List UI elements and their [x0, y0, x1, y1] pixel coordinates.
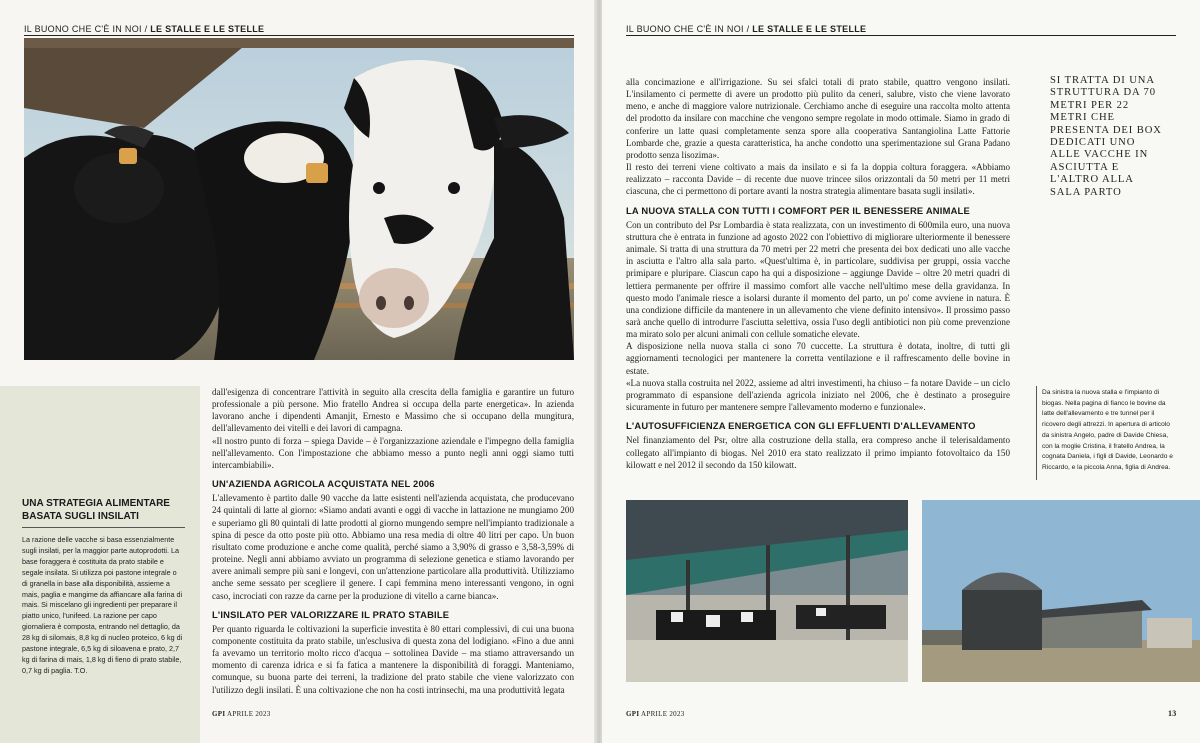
paragraph: Per quanto riguarda le coltivazioni la superficie investita è 80 ettari complessivi, di cui una buona componente costituita da prato stabile, un'esclusiva di questa zona del lodigiano. «Fino a due anni fa avevamo un territorio molto ricco d'acqua – sottolinea Davide – ma stiamo attraversando un momento di carenza idrica e si fa fatica a mantenere la disponibilità di foraggi. Manteniamo, comunque, su buona parte dei terreni, la tradizione del prato stabile che viene valorizzato con l'utilizzo degli insilati. È una coltivazione che non ha costi intrinsechi, ma una produttività legata	[212, 623, 574, 695]
paragraph: «Il nostro punto di forza – spiega Davide – è l'organizzazione aziendale e l'impegno della famiglia nell'allevamento. Con l'impostazione che abbiamo messo a punto negli anni oggi siamo tutti intercambiabili».	[212, 435, 574, 470]
paragraph: dall'esigenza di concentrare l'attività in seguito alla crescita della famiglia e garantire un futuro professionale a più persone. Mio fratello Andrea si occupa della parte energetica». In azienda lavorano anche i dipendenti Amanjit, Ernesto e Massimo che si occupano della mungitura, dell'allevamento dei vitelli e dei lavori di campagna.	[212, 387, 574, 434]
header-rule	[626, 35, 1176, 36]
page-number: 13	[1168, 709, 1177, 718]
sidebar-rule	[22, 527, 185, 528]
folio-left: GPI APRILE 2023	[212, 710, 271, 718]
running-head-left: IL BUONO CHE C'È IN NOI / LE STALLE E LE STELLE	[24, 24, 265, 34]
section-heading: L'AUTOSUFFICIENZA ENERGETICA CON GLI EFFLUENTI D'ALLEVAMENTO	[626, 420, 976, 432]
left-page	[0, 0, 598, 743]
section-heading: UN'AZIENDA AGRICOLA ACQUISTATA NEL 2006	[212, 478, 435, 490]
section-heading: L'INSILATO PER VALORIZZARE IL PRATO STABILE	[212, 608, 450, 620]
left-body-text	[212, 386, 574, 696]
folio-right: GPI APRILE 2023	[626, 710, 685, 718]
photo-caption: Da sinistra la nuova stalla e l'impianto di biogas. Nella pagina di fianco le bovine da latte dell'allevamento e tre tunnel per il ricovero degli attrezzi. In apertura di articolo da sinistra Angelo, padre di Davide Chiesa, con la moglie Cristina, il fratello Andrea, la cognata Daniela, i figli di Davide, Leonardo e Riccardo, e la piccola Anna, figlia di Andrea.	[1042, 389, 1173, 471]
pull-quote: SI TRATTA DI UNA STRUTTURA DA 70 METRI PER 22 METRI CHE PRESENTA DEI BOX DEDICATI UNO ALLE VACCHE IN ASCIUTTA E L'ALTRO ALLA SALA PARTO	[1050, 75, 1162, 198]
paragraph: alla concimazione e all'irrigazione. Su sei sfalci totali di prato stabile, quattro vengono insilati. L'insilamento ci permette di avere un prodotto più pulito da ceneri, salubre, visto che viene lavorato meno, e anche di maggiore valore nutrizionale. Cerchiamo anche di eseguire una raccolta molto attenta del prodotto da insilare con macchine che vengono sempre regolate in modo ottimale. Siamo in grado di conferire un latte quasi completamente senza spore alla cooperativa Santangiolina Latte Fattorie Lombarde che, grazie a questa caratteristica, ha anche condotto una sperimentazione sul Grana Padano prodotto senza lisozima».	[626, 77, 1010, 160]
sidebar-title: UNA STRATEGIA ALIMENTARE BASATA SUGLI INSILATI	[22, 498, 170, 522]
section-heading: LA NUOVA STALLA CON TUTTI I COMFORT PER IL BENESSERE ANIMALE	[626, 204, 970, 216]
header-rule	[24, 35, 574, 36]
paragraph: «La nuova stalla costruita nel 2022, assieme ad altri investimenti, ha chiuso – fa notare Davide – un ciclo programmato di espansione dell'azienda agricola iniziato nel 2006, che è destinato a proseguire sicuramente in futuro per mantenere sempre l'allevamento moderno e funzionale».	[626, 377, 1010, 413]
caption-rule	[1036, 386, 1037, 480]
biogas-photo	[922, 500, 1200, 682]
sidebar-text: La razione delle vacche si basa essenzialmente sugli insilati, per la maggior parte autoprodotti. La base foraggera è costituita da prato stabile e segale insilata. Si utilizza poi pastone integrale o di granella in base alla disponibilità, assieme a mais, paglia e mangime da affiancare alla farina di mais. Si miscelano gli ingredienti per preparare il piatto unico, l'unifeed. La razione per capo giornaliera è composta, entrando nel dettaglio, da 28 kg di silomais, 8,8 kg di nucleo proteico, 6 kg di pastone integrale, 6,5 kg di siloavena e prato, 2,7 kg di farina di mais, 1,8 kg di fieno di prato stabile, 0,7 kg di paglia. T.O.	[22, 535, 183, 675]
paragraph: L'allevamento è partito dalle 90 vacche da latte esistenti nell'azienda acquistata, che producevano 24 quintali di latte al giorno: «Siamo andati avanti e oggi di vacche in lattazione ne mungiamo 200 e superiamo gli 80 quintali di latte prodotti al giorno mungendo sempre nell'impianto tradizionale a spina di pesce da otto poste più otto. Abbiamo una resa media di oltre 40 litri per capo. Un buon risultato come produzione e anche come qualità, perché siamo a 3,90% di grasso e 3,58-3,59% di proteine. Negli anni abbiamo avviato un programma di selezione genetica e stiamo lavorando per avere animali sempre più sani e longevi, con un'attenzione particolare alla produttività. Utilizziamo anche seme sessato per scegliere il genere. I capi femmina meno interessanti vengono, in ogni caso, incrociati con razze da carne per la produzione di vitello a carne bianca».	[212, 493, 574, 601]
paragraph: A disposizione nella nuova stalla ci sono 70 cuccette. La struttura è dotata, inoltre, di tutti gli aggiornamenti tecnologici per mantenere la corretta ventilazione e il raffrescamento delle bovine in estate.	[626, 341, 1010, 376]
biogas-illustration	[922, 500, 1200, 682]
free-stall-photo	[626, 500, 908, 682]
paragraph: Con un contributo del Psr Lombardia è stata realizzata, con un investimento di 600mila euro, una nuova struttura che è entrata in funzione ad agosto 2022 con l'obiettivo di migliorare ulteriormente il benessere animale. Si tratta di una struttura da 70 metri per 22 metri che presenta dei box dedicati uno alle vacche in asciutta e l'altro alla sala parto. «Quest'ultima è, in particolare, suddivisa per gruppi, ossia vacche primipare e pluripare. Ciascun capo ha qui a disposizione – aggiunge Davide – oltre 20 metri quadri di lettiera permanente per offrire il massimo comfort alle vacche nell'ultimo mese della gravidanza. In questo modo l'animale riesce a isolarsi durante il momento del parto, un po' come avviene in natura. È una condizione difficile da mantenere in un allevamento che viene definito intensivo». Il prossimo passo sarà anche quello di introdurre l'asciutta selettiva, ossia l'uso degli antibiotici non più come prevenzione ma mirato solo per alcuni animali con cellule somatiche elevate.	[626, 219, 1010, 340]
paragraph: Nel finanziamento del Psr, oltre alla costruzione della stalla, era compreso anche il telerisaldamento collegato all'impianto di biogas. Nel 2010 era stato realizzato il primo impianto fotovoltaico da 150 kilowatt e nel 2012 il secondo da 150 kilowatt.	[626, 435, 1010, 470]
running-head-right: IL BUONO CHE C'È IN NOI / LE STALLE E LE STELLE	[626, 24, 867, 34]
right-body-text	[626, 76, 1010, 471]
cows-photo	[24, 38, 574, 360]
free-stall-illustration	[626, 500, 908, 682]
paragraph: Il resto dei terreni viene coltivato a mais da insilato e si fa la doppia coltura foraggera. «Abbiamo realizzato – racconta Davide – di recente due nuove trincee silos orizzontali da 50 metri per 11 metri ciascuna, che ci permettono di portare avanti la nostra strategia alimentare basata sugli insilati».	[626, 162, 1010, 197]
right-page	[602, 0, 1200, 743]
cows-illustration	[24, 38, 574, 360]
